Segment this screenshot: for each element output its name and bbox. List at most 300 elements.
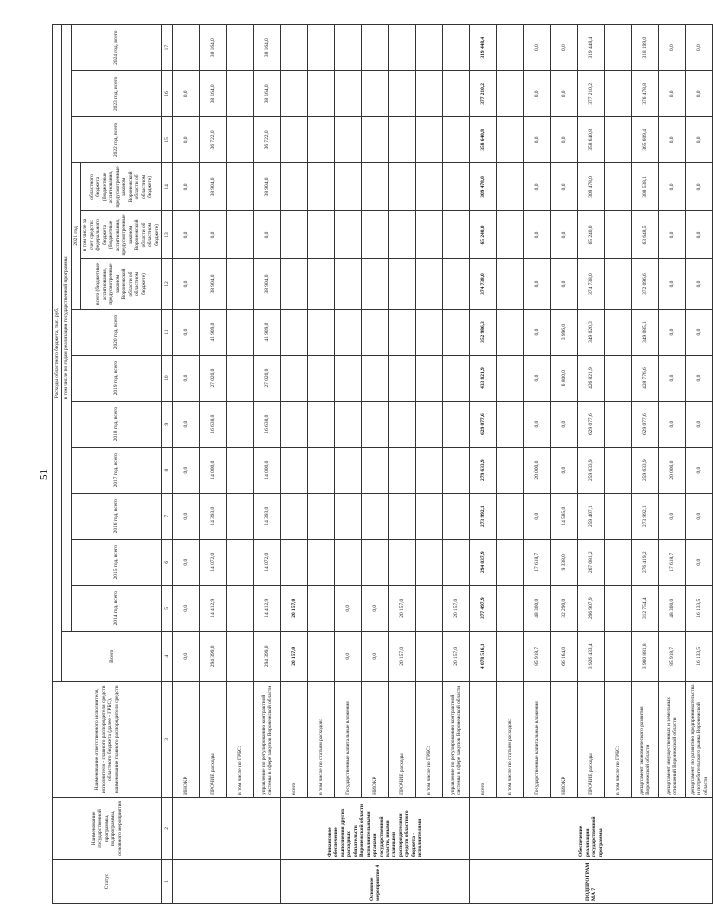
header-year-2014: 2014 год, всего (71, 585, 161, 631)
value-cell (497, 447, 524, 493)
value-cell: 0,0 (659, 309, 686, 355)
value-cell: 0,0 (551, 117, 578, 163)
value-cell (227, 539, 254, 585)
value-cell: 0,0 (551, 401, 578, 447)
value-cell (281, 25, 308, 71)
column-number: 9 (162, 401, 173, 447)
program-cell (173, 797, 281, 859)
header-2021-total: всего (бюджетные ассигнования, предусмотренные законом Воронежской области об областном бюджете) (81, 259, 162, 309)
value-cell: 428 776,6 (632, 355, 659, 401)
value-cell: 0,0 (173, 539, 200, 585)
value-cell (362, 309, 389, 355)
value-cell: 377 497,9 (470, 585, 497, 631)
value-cell: 16 133,5 (686, 585, 713, 631)
value-cell: 0,0 (173, 71, 200, 117)
value-cell (362, 401, 389, 447)
value-cell: 0,0 (659, 25, 686, 71)
value-cell (416, 631, 443, 681)
executor-cell: в том числе по ГРБС: (605, 681, 632, 797)
value-cell: 273 992,1 (632, 493, 659, 539)
value-cell: 17 618,7 (524, 539, 551, 585)
value-cell: 0,0 (173, 259, 200, 309)
header-year-2020: 2020 год, всего (71, 309, 161, 355)
value-cell: 0,0 (659, 163, 686, 211)
value-cell (281, 71, 308, 117)
value-cell (497, 71, 524, 117)
value-cell (389, 355, 416, 401)
value-cell: 14 412,9 (254, 585, 281, 631)
value-cell: 267 081,2 (578, 539, 605, 585)
value-cell: 0,0 (173, 585, 200, 631)
column-number: 2 (162, 797, 173, 859)
value-cell (389, 259, 416, 309)
table-row (605, 25, 632, 904)
value-cell: 38 164,0 (200, 71, 227, 117)
header-by-years: в том числе по годам реализации государственной программы (62, 25, 71, 632)
value-cell (497, 539, 524, 585)
value-cell: 259 633,9 (632, 447, 659, 493)
value-cell (605, 631, 632, 681)
value-cell: 0,0 (173, 631, 200, 681)
value-cell (443, 309, 470, 355)
budget-table (52, 24, 713, 904)
value-cell (281, 309, 308, 355)
value-cell (227, 25, 254, 71)
value-cell: 0,0 (551, 447, 578, 493)
executor-cell: Государственные капитальные вложения (524, 681, 551, 797)
column-number: 11 (162, 309, 173, 355)
value-cell: 20 000,0 (524, 447, 551, 493)
column-number: 3 (162, 681, 173, 797)
value-cell: 0,0 (659, 259, 686, 309)
value-cell (389, 309, 416, 355)
value-cell: 65 240,0 (578, 211, 605, 259)
value-cell: 0,0 (551, 25, 578, 71)
header-total: Всего (62, 631, 162, 681)
value-cell (443, 117, 470, 163)
value-cell: 0,0 (173, 493, 200, 539)
value-cell: 0,0 (362, 631, 389, 681)
value-cell: 20 157,0 (389, 631, 416, 681)
value-cell: 14 072,0 (200, 539, 227, 585)
value-cell (605, 71, 632, 117)
executor-cell: ПРОЧИЕ расходы (200, 681, 227, 797)
value-cell (497, 585, 524, 631)
value-cell (362, 71, 389, 117)
value-cell: 3 960 881,8 (632, 631, 659, 681)
table-row (524, 25, 551, 904)
value-cell: 0,0 (686, 25, 713, 71)
column-number: 5 (162, 585, 173, 631)
value-cell (308, 447, 335, 493)
value-cell: 0,0 (659, 493, 686, 539)
value-cell (227, 71, 254, 117)
table-row (281, 25, 308, 904)
page-number: 51 (38, 469, 50, 480)
value-cell (497, 259, 524, 309)
value-cell (497, 163, 524, 211)
value-cell (335, 25, 362, 71)
table-row (551, 25, 578, 904)
value-cell (308, 71, 335, 117)
value-cell: 296 907,9 (578, 585, 605, 631)
executor-cell: департамент экономического развития Воронежской области (632, 681, 659, 797)
value-cell: 0,0 (686, 163, 713, 211)
value-cell: 38 904,0 (200, 163, 227, 211)
header-year-2022: 2022 год, всего (71, 117, 161, 163)
value-cell: 16 638,0 (200, 401, 227, 447)
value-cell: 0,0 (335, 585, 362, 631)
value-cell (416, 401, 443, 447)
value-cell: 0,0 (173, 447, 200, 493)
value-cell: 9 338,0 (551, 539, 578, 585)
value-cell (497, 117, 524, 163)
table-row (686, 25, 713, 904)
status-cell: Основное мероприятие 4 (281, 859, 470, 903)
value-cell (335, 211, 362, 259)
value-cell (497, 631, 524, 681)
value-cell: 0,0 (524, 309, 551, 355)
value-cell: 0,0 (686, 447, 713, 493)
value-cell: 85 918,7 (659, 631, 686, 681)
value-cell (308, 401, 335, 447)
value-cell (281, 211, 308, 259)
value-cell: 377 210,2 (578, 71, 605, 117)
table-row (497, 25, 524, 904)
value-cell: 38 904,0 (200, 259, 227, 309)
value-cell (497, 309, 524, 355)
value-cell (443, 259, 470, 309)
executor-cell: НИОКР (362, 681, 389, 797)
executor-cell: в том числе по статьям расходов: (497, 681, 524, 797)
value-cell (416, 585, 443, 631)
value-cell (308, 163, 335, 211)
value-cell (308, 539, 335, 585)
table-row (200, 25, 227, 904)
value-cell: 0,0 (551, 259, 578, 309)
value-cell: 38 904,0 (254, 163, 281, 211)
value-cell: 36 722,0 (254, 117, 281, 163)
value-cell: 0,0 (524, 401, 551, 447)
value-cell: 629 077,6 (578, 401, 605, 447)
value-cell: 0,0 (659, 401, 686, 447)
value-cell (227, 309, 254, 355)
column-numbers-row (162, 25, 173, 904)
value-cell: 376 478,8 (632, 71, 659, 117)
value-cell (308, 631, 335, 681)
value-cell (443, 25, 470, 71)
executor-cell: управление по регулированию контрактной системы в сфере закупок Воронежской области (254, 681, 281, 797)
header-year-2018: 2018 год, всего (71, 401, 161, 447)
value-cell: 17 618,7 (659, 539, 686, 585)
value-cell (308, 585, 335, 631)
value-cell: 0,0 (173, 401, 200, 447)
value-cell (308, 25, 335, 71)
value-cell: 279 633,9 (470, 447, 497, 493)
column-number: 12 (162, 259, 173, 309)
value-cell: 259 407,1 (578, 493, 605, 539)
value-cell: 0,0 (686, 117, 713, 163)
value-cell: 0,0 (686, 355, 713, 401)
value-cell: 0,0 (200, 211, 227, 259)
executor-cell: Государственные капитальные вложения (335, 681, 362, 797)
value-cell (605, 493, 632, 539)
value-cell (362, 539, 389, 585)
value-cell: 0,0 (173, 211, 200, 259)
value-cell (335, 117, 362, 163)
executor-cell: управление по регулированию контрактной системы в сфере закупок Воронежской области (443, 681, 470, 797)
value-cell: 27 020,0 (200, 355, 227, 401)
value-cell (389, 447, 416, 493)
value-cell: 0,0 (686, 309, 713, 355)
header-2021-regional: областного бюджета (бюджетные ассигнования, предусмотренные законом Воронежской области об областном бюджете) (81, 163, 162, 211)
value-cell (227, 117, 254, 163)
table-row (470, 25, 497, 904)
value-cell (497, 493, 524, 539)
executor-cell: всего (281, 681, 308, 797)
value-cell: 629 077,6 (470, 401, 497, 447)
column-number: 13 (162, 211, 173, 259)
value-cell: 14 412,9 (200, 585, 227, 631)
program-cell: Обеспечение реализации государственной программы (470, 797, 713, 859)
value-cell: 318 199,0 (632, 25, 659, 71)
value-cell (227, 163, 254, 211)
value-cell (416, 163, 443, 211)
value-cell (227, 355, 254, 401)
table-body (173, 25, 713, 904)
value-cell: 358 640,8 (578, 117, 605, 163)
column-number: 10 (162, 355, 173, 401)
value-cell: 308 538,1 (632, 163, 659, 211)
value-cell: 16 133,5 (686, 631, 713, 681)
value-cell (416, 447, 443, 493)
value-cell (362, 163, 389, 211)
column-number: 16 (162, 71, 173, 117)
value-cell (335, 259, 362, 309)
table-row (362, 25, 389, 904)
value-cell: 319 448,4 (470, 25, 497, 71)
value-cell: 14 072,0 (254, 539, 281, 585)
value-cell: 36 722,0 (200, 117, 227, 163)
value-cell: 0,0 (173, 117, 200, 163)
header-year-2021: 2021 год (71, 163, 80, 309)
value-cell: 0,0 (659, 71, 686, 117)
value-cell (362, 259, 389, 309)
executor-cell: ПРОЧИЕ расходы (389, 681, 416, 797)
header-program: Наименование государственной программы, подпрограммы, основного мероприятия (53, 797, 162, 859)
value-cell (308, 309, 335, 355)
value-cell (497, 401, 524, 447)
executor-cell: ИНОКР (173, 681, 200, 797)
value-cell: 259 633,9 (578, 447, 605, 493)
value-cell: 426 821,9 (578, 355, 605, 401)
value-cell (605, 585, 632, 631)
value-cell (416, 211, 443, 259)
value-cell (389, 211, 416, 259)
value-cell: 0,0 (686, 259, 713, 309)
value-cell: 85 918,7 (524, 631, 551, 681)
value-cell: 319 448,4 (578, 25, 605, 71)
executor-cell: ПРОЧИЕ расходы (578, 681, 605, 797)
value-cell (416, 539, 443, 585)
value-cell (605, 309, 632, 355)
value-cell (389, 71, 416, 117)
value-cell: 352 986,3 (470, 309, 497, 355)
value-cell: 309 478,0 (470, 163, 497, 211)
value-cell (308, 355, 335, 401)
executor-cell: всего (470, 681, 497, 797)
header-year-2016: 2016 год, всего (71, 493, 161, 539)
value-cell: 65 240,0 (470, 211, 497, 259)
value-cell (335, 355, 362, 401)
value-cell (605, 211, 632, 259)
value-cell (605, 539, 632, 585)
value-cell: 0,0 (659, 117, 686, 163)
value-cell: 629 077,6 (632, 401, 659, 447)
value-cell: 66 164,0 (551, 631, 578, 681)
value-cell (362, 447, 389, 493)
status-cell (173, 859, 281, 903)
table-row (416, 25, 443, 904)
value-cell: 0,0 (173, 309, 200, 355)
value-cell: 20 157,0 (281, 631, 308, 681)
status-cell: ПОДПРОГРАММА 7 (470, 859, 713, 903)
value-cell: 0,0 (551, 163, 578, 211)
value-cell: 41 909,0 (200, 309, 227, 355)
value-cell (362, 117, 389, 163)
value-cell: 20 157,0 (443, 585, 470, 631)
value-cell: 374 738,0 (578, 259, 605, 309)
table-row (443, 25, 470, 904)
value-cell (335, 447, 362, 493)
value-cell (281, 163, 308, 211)
value-cell (497, 25, 524, 71)
value-cell: 358 640,8 (470, 117, 497, 163)
header-executor: Наименование ответственного исполнителя, исполнителя - главного распорядителя средств областного бюджета (далее - ГРБС), наименование главного распорядителя средств (53, 681, 162, 797)
value-cell (443, 355, 470, 401)
value-cell: 0,0 (335, 631, 362, 681)
value-cell (389, 493, 416, 539)
executor-cell: департамент по развитию предпринимательства и потребительского рынка Воронежской области (686, 681, 713, 797)
value-cell: 433 821,9 (470, 355, 497, 401)
column-number: 1 (162, 859, 173, 903)
value-cell (389, 401, 416, 447)
value-cell: 349 085,1 (632, 309, 659, 355)
value-cell (281, 259, 308, 309)
value-cell (389, 539, 416, 585)
value-cell (335, 163, 362, 211)
value-cell (416, 259, 443, 309)
value-cell: 0,0 (524, 25, 551, 71)
value-cell: 14 393,0 (254, 493, 281, 539)
rotated-page (52, 24, 709, 904)
value-cell: 14 000,0 (200, 447, 227, 493)
value-cell: 0,0 (551, 71, 578, 117)
executor-cell: в том числе по ГРБС: (416, 681, 443, 797)
table-row (254, 25, 281, 904)
executor-cell: в том числе по ГРБС: (227, 681, 254, 797)
value-cell (605, 117, 632, 163)
value-cell (605, 447, 632, 493)
value-cell: 0,0 (524, 493, 551, 539)
value-cell (416, 493, 443, 539)
column-number: 15 (162, 117, 173, 163)
header-2021-incl: в том числе за счет средств: (82, 218, 95, 252)
value-cell: 14 585,0 (551, 493, 578, 539)
column-number: 6 (162, 539, 173, 585)
value-cell (281, 539, 308, 585)
column-number: 7 (162, 493, 173, 539)
value-cell (227, 259, 254, 309)
value-cell: 0,0 (173, 163, 200, 211)
value-cell: 0,0 (659, 211, 686, 259)
value-cell (362, 493, 389, 539)
header-status: Статус (53, 859, 162, 903)
header-year-2017: 2017 год, всего (71, 447, 161, 493)
value-cell (308, 117, 335, 163)
value-cell (308, 259, 335, 309)
executor-cell: департамент имущественных и земельных отношений Воронежской области (659, 681, 686, 797)
value-cell: 38 164,0 (200, 25, 227, 71)
value-cell: 6 800,0 (551, 355, 578, 401)
value-cell (335, 539, 362, 585)
value-cell (173, 25, 200, 71)
table-row (227, 25, 254, 904)
value-cell (335, 71, 362, 117)
value-cell: 0,0 (254, 211, 281, 259)
value-cell: 3 926 433,4 (578, 631, 605, 681)
value-cell: 27 020,0 (254, 355, 281, 401)
value-cell: 0,0 (659, 355, 686, 401)
value-cell: 38 164,0 (254, 25, 281, 71)
value-cell: 20 157,0 (389, 585, 416, 631)
value-cell: 294 399,0 (200, 631, 227, 681)
value-cell (443, 211, 470, 259)
value-cell: 16 638,0 (254, 401, 281, 447)
table-row (173, 25, 200, 904)
column-number: 17 (162, 25, 173, 71)
value-cell (443, 401, 470, 447)
value-cell (416, 25, 443, 71)
value-cell (605, 259, 632, 309)
value-cell: 294 399,0 (254, 631, 281, 681)
value-cell (227, 631, 254, 681)
value-cell (281, 355, 308, 401)
value-cell (443, 447, 470, 493)
value-cell (335, 493, 362, 539)
value-cell: 14 393,0 (200, 493, 227, 539)
value-cell: 0,0 (551, 211, 578, 259)
executor-cell: НИОКР (551, 681, 578, 797)
value-cell: 48 300,0 (659, 585, 686, 631)
value-cell: 0,0 (524, 211, 551, 259)
value-cell: 38 904,0 (254, 259, 281, 309)
value-cell: 365 609,4 (632, 117, 659, 163)
value-cell (281, 401, 308, 447)
value-cell (389, 163, 416, 211)
value-cell: 349 020,3 (578, 309, 605, 355)
value-cell (416, 117, 443, 163)
value-cell (443, 71, 470, 117)
value-cell (497, 355, 524, 401)
value-cell (362, 211, 389, 259)
value-cell: 0,0 (686, 71, 713, 117)
table-row (578, 25, 605, 904)
value-cell: 0,0 (686, 211, 713, 259)
value-cell (308, 211, 335, 259)
value-cell (416, 309, 443, 355)
table-row (335, 25, 362, 904)
